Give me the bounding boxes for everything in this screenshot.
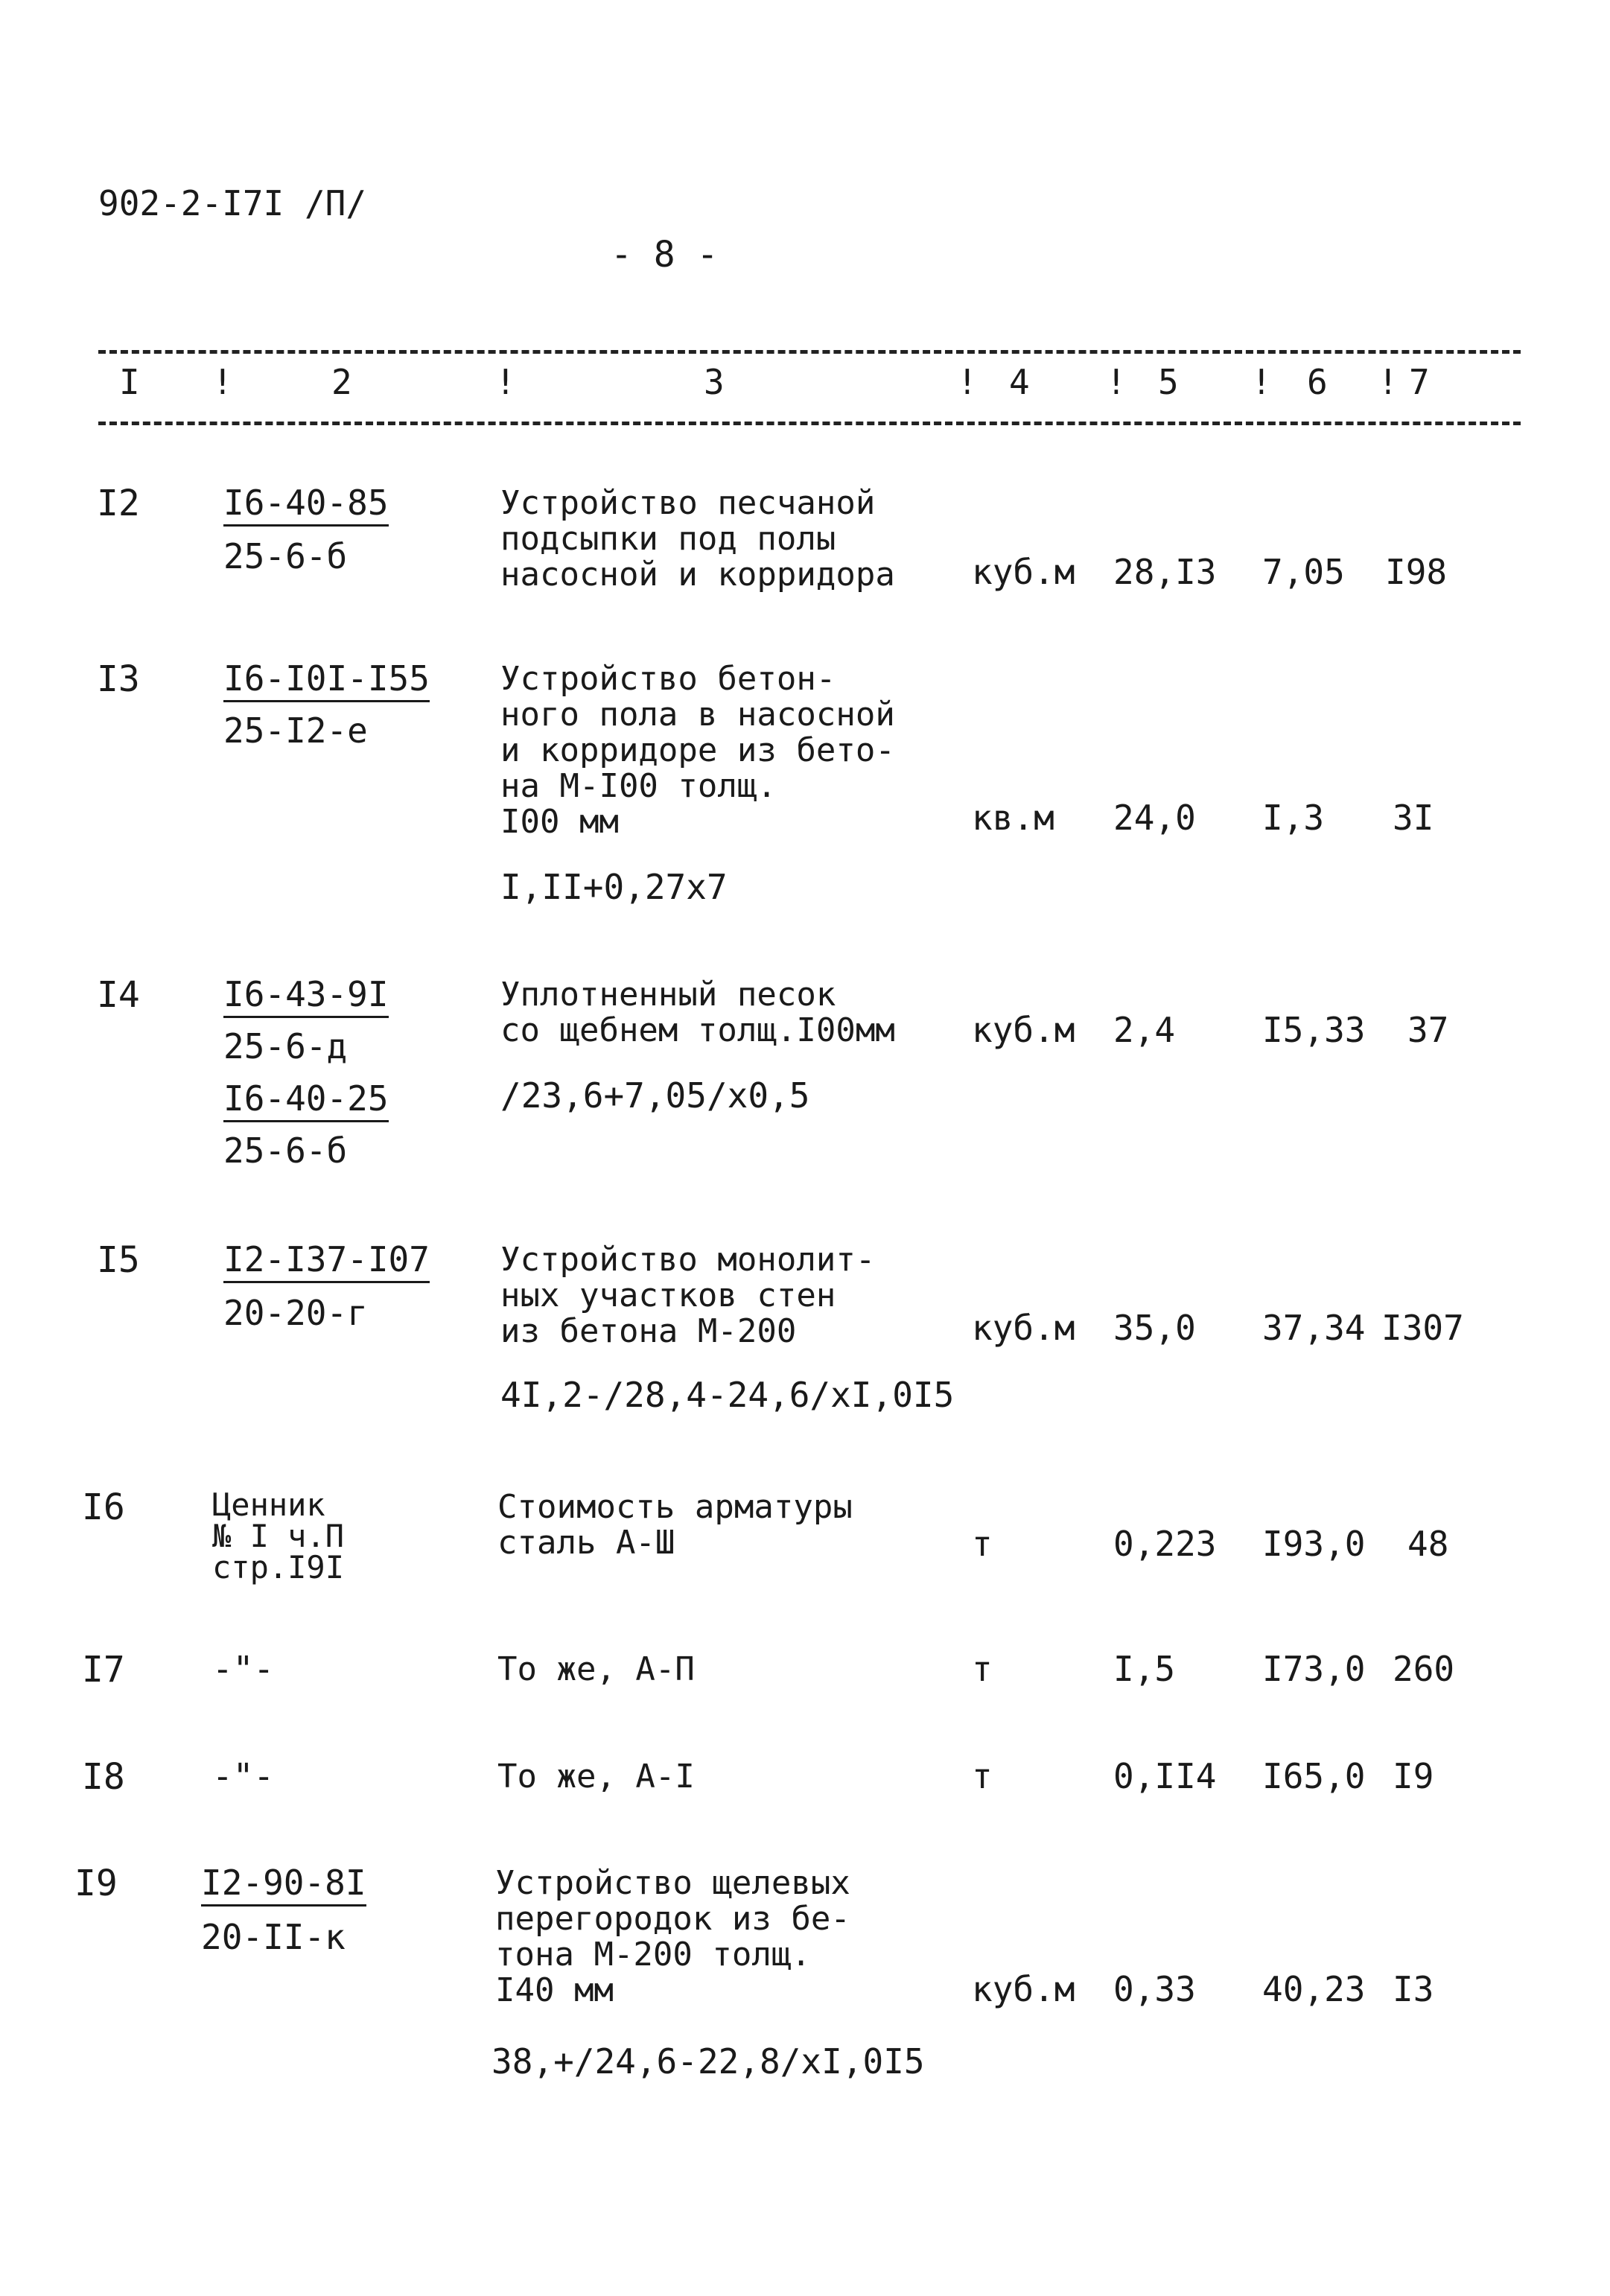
row-code-denominator: 20-II-к xyxy=(201,1917,346,1957)
row-code-denominator: 25-6-б xyxy=(223,1130,348,1171)
row-total: 48 xyxy=(1407,1524,1449,1564)
row-code-numerator: I6-I0I-I55 xyxy=(223,658,430,702)
row-total: 260 xyxy=(1393,1649,1455,1689)
row-formula: /23,6+7,05/х0,5 xyxy=(500,1075,810,1116)
row-code-numerator: I6-40-85 xyxy=(223,483,389,527)
row-unit-price: 7,05 xyxy=(1262,552,1345,592)
row-unit-price: 37,34 xyxy=(1262,1308,1366,1348)
row-quantity: 28,I3 xyxy=(1113,552,1217,592)
row-description: Устройство монолит- ных участков стен из бетона М-200 xyxy=(500,1241,876,1350)
row-number: I5 xyxy=(97,1239,140,1281)
row-unit: т xyxy=(972,1649,993,1689)
row-code-numerator: I2-90-8I xyxy=(201,1863,366,1907)
row-description: То же, А-П xyxy=(497,1650,695,1688)
header-col-4: 4 xyxy=(1009,362,1030,402)
row-description: Устройство бетон- ного пола в насосной и корридоре из бето- на М-I00 толщ. I00 мм xyxy=(500,660,895,841)
row-description: Уплотненный песок со щебнем толщ.I00мм xyxy=(500,976,895,1049)
header-separator: ! xyxy=(1106,362,1127,402)
row-total: 3I xyxy=(1393,798,1434,838)
row-code-numerator: I6-43-9I xyxy=(223,974,389,1018)
row-quantity: 35,0 xyxy=(1113,1308,1196,1348)
row-code-ditto: -"- xyxy=(212,1756,275,1796)
header-separator: ! xyxy=(1251,362,1272,402)
row-total: I3 xyxy=(1393,1969,1434,2009)
header-bottom-rule xyxy=(98,422,1521,425)
header-separator: ! xyxy=(495,362,516,402)
row-code-denominator: 25-6-д xyxy=(223,1026,348,1066)
row-quantity: 0,33 xyxy=(1113,1969,1196,2009)
row-quantity: 0,223 xyxy=(1113,1524,1217,1564)
row-number: I7 xyxy=(82,1649,125,1691)
row-quantity: 2,4 xyxy=(1113,1010,1176,1050)
row-description: То же, А-I xyxy=(497,1758,695,1796)
row-quantity: 0,II4 xyxy=(1113,1756,1217,1796)
row-formula: 38,+/24,6-22,8/хI,0I5 xyxy=(491,2041,925,2082)
row-formula: 4I,2-/28,4-24,6/хI,0I5 xyxy=(500,1375,955,1415)
row-code-denominator: 20-20-г xyxy=(223,1293,368,1333)
row-unit: куб.м xyxy=(972,1308,1075,1348)
row-code-line: № I ч.П xyxy=(212,1518,345,1554)
row-description: Устройство песчаной подсыпки под полы насосной и корридора xyxy=(500,484,895,594)
row-unit: куб.м xyxy=(972,552,1075,592)
row-number: I9 xyxy=(74,1863,118,1904)
header-separator: ! xyxy=(212,362,233,402)
row-unit: куб.м xyxy=(972,1969,1075,2009)
row-unit-price: I65,0 xyxy=(1262,1756,1366,1796)
row-number: I6 xyxy=(82,1486,125,1528)
row-unit: т xyxy=(972,1524,993,1564)
row-code-denominator: 25-I2-е xyxy=(223,710,368,751)
row-unit-price: I73,0 xyxy=(1262,1649,1366,1689)
row-number: I8 xyxy=(82,1756,125,1798)
row-total: 37 xyxy=(1407,1010,1449,1050)
header-separator: ! xyxy=(1378,362,1399,402)
row-number: I4 xyxy=(97,974,140,1016)
row-unit-price: I,3 xyxy=(1262,798,1325,838)
row-unit: кв.м xyxy=(972,798,1054,838)
row-formula: I,II+0,27х7 xyxy=(500,867,728,907)
row-code-line: стр.I9I xyxy=(212,1549,345,1586)
row-code-numerator: I6-40-25 xyxy=(223,1078,389,1122)
row-number: I2 xyxy=(97,483,140,524)
row-code-denominator: 25-6-б xyxy=(223,536,348,576)
header-top-rule xyxy=(98,350,1521,354)
header-col-2: 2 xyxy=(331,362,352,402)
row-description: Стоимость арматуры сталь А-Ш xyxy=(497,1488,853,1562)
row-unit-price: 40,23 xyxy=(1262,1969,1366,2009)
row-unit: т xyxy=(972,1756,993,1796)
row-number: I3 xyxy=(97,658,140,700)
header-col-3: 3 xyxy=(704,362,725,402)
row-unit-price: I5,33 xyxy=(1262,1010,1366,1050)
row-code-numerator: I2-I37-I07 xyxy=(223,1239,430,1283)
header-separator: ! xyxy=(957,362,978,402)
row-total: I98 xyxy=(1385,552,1448,592)
row-unit-price: I93,0 xyxy=(1262,1524,1366,1564)
header-col-6: 6 xyxy=(1307,362,1328,402)
header-col-5: 5 xyxy=(1158,362,1179,402)
row-quantity: I,5 xyxy=(1113,1649,1176,1689)
row-code-line: Ценник xyxy=(212,1486,325,1523)
header-col-7: 7 xyxy=(1409,362,1430,402)
row-description: Устройство щелевых перегородок из бе- тона М-200 толщ. I40 мм xyxy=(495,1864,850,2009)
row-total: I9 xyxy=(1393,1756,1434,1796)
page-number: - 8 - xyxy=(611,234,719,276)
row-unit: куб.м xyxy=(972,1010,1075,1050)
document-code: 902-2-I7I /П/ xyxy=(98,183,367,223)
row-total: I307 xyxy=(1381,1308,1464,1348)
header-col-1: I xyxy=(119,362,140,402)
row-code-ditto: -"- xyxy=(212,1649,275,1689)
row-quantity: 24,0 xyxy=(1113,798,1196,838)
